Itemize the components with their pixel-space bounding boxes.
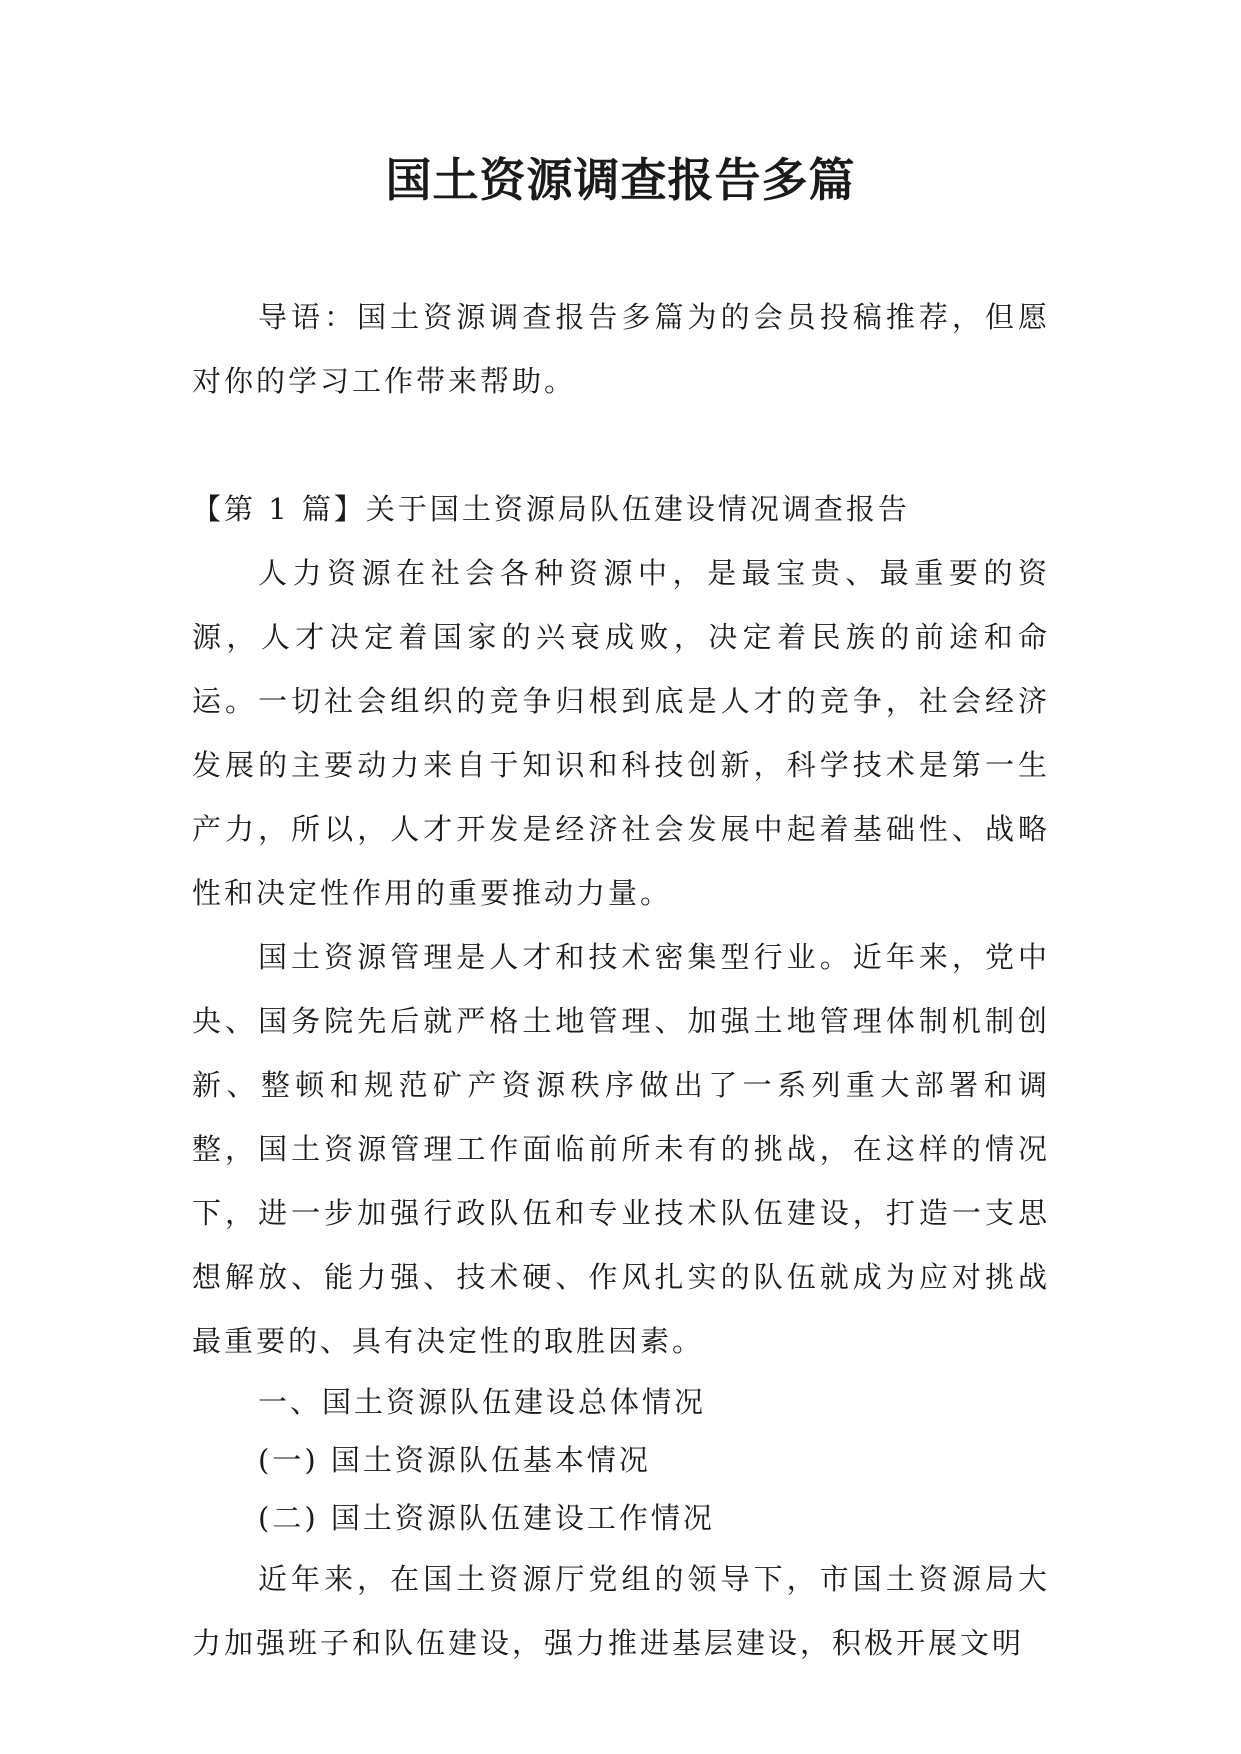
body-paragraph-2: 国土资源管理是人才和技术密集型行业。近年来，党中央、国务院先后就严格土地管理、加强土地管理体制机制创新、整顿和规范矿产资源秩序做出了一系列重大部署和调整，国土资源管理工作面临前所未有的挑战，在这样的情况下，进一步加强行政队伍和专业技术队伍建设，打造一支思想解放、能力强、技术硬、作风扎实的队伍就成为应对挑战最重要的、具有决定性的取胜因素。 — [192, 940, 1050, 1358]
subheading-3: (二) 国土资源队伍建设工作情况 — [258, 1501, 715, 1535]
document-title: 国土资源调查报告多篇 — [385, 153, 856, 207]
document-body — [192, 285, 1050, 1675]
spacer — [192, 413, 1050, 477]
section-heading: 【第 1 篇】关于国土资源局队伍建设情况调查报告 — [192, 492, 910, 526]
body-paragraph-1: 人力资源在社会各种资源中，是最宝贵、最重要的资源，人才决定着国家的兴衰成败，决定着民族的前途和命运。一切社会组织的竞争归根到底是人才的竞争，社会经济发展的主要动力来自于知识和科技创新，科学技术是第一生产力，所以，人才开发是经济社会发展中起着基础性、战略性和决定性作用的重要推动力量。 — [192, 556, 1050, 910]
intro-paragraph: 导语：国土资源调查报告多篇为的会员投稿推荐，但愿对你的学习工作带来帮助。 — [192, 300, 1050, 398]
subheading-1: 一、国土资源队伍建设总体情况 — [258, 1385, 707, 1419]
body-paragraph-3: 近年来，在国土资源厅党组的领导下，市国土资源局大力加强班子和队伍建设，强力推进基层建设，积极开展文明 — [192, 1562, 1050, 1660]
subheading-2: (一) 国土资源队伍基本情况 — [258, 1443, 651, 1477]
